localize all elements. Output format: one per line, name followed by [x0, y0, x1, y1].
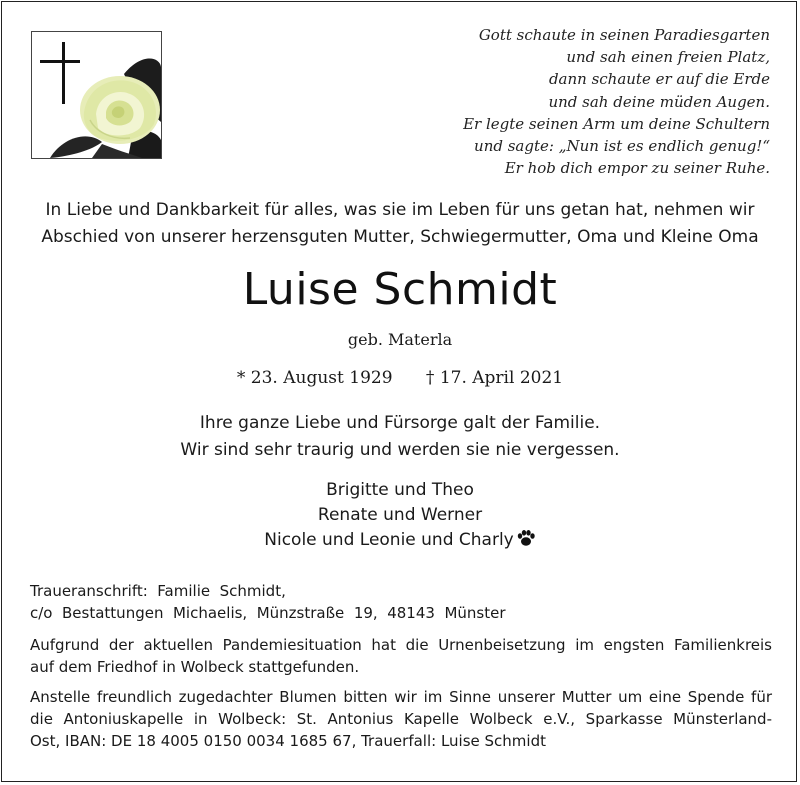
address-line: c/o Bestattungen Michaelis, Münzstraße 19, 48143 Münster [30, 604, 506, 622]
notice-line: auf dem Friedhof in Wolbeck stattgefunden. [30, 658, 360, 676]
notice-line: Anstelle freundlich zugedachter Blumen bitten wir im Sinne unserer Mutter um eine Spende für [30, 688, 772, 706]
poem-line: Er hob dich empor zu seiner Ruhe. [504, 159, 770, 178]
paw-print-icon [516, 529, 536, 547]
death-date: † 17. April 2021 [425, 368, 564, 388]
intro-line: In Liebe und Dankbarkeit für alles, was sie im Leben für uns getan hat, nehmen wir [45, 200, 755, 220]
message-line: Wir sind sehr traurig und werden sie nie vergessen. [180, 440, 620, 460]
donation-notice [30, 686, 772, 752]
mourner: Renate und Werner [317, 505, 483, 525]
mourner: Brigitte und Theo [326, 480, 474, 500]
intro-text [0, 197, 800, 251]
poem-line: dann schaute er auf die Erde [548, 70, 770, 89]
mourner-row [0, 528, 800, 553]
cross-and-rose-icon [31, 31, 162, 159]
notice-line: Ost, IBAN: DE 18 4005 0150 0034 1685 67, Trauerfall: Luise Schmidt [30, 732, 546, 750]
poem-line: und sah einen freien Platz, [566, 48, 770, 67]
intro-line: Abschied von unserer herzensguten Mutter, Schwiegermutter, Oma und Kleine Oma [41, 227, 759, 247]
life-dates [0, 366, 800, 390]
poem-line: Er legte seinen Arm um deine Schultern [463, 114, 770, 133]
notice-line: Aufgrund der aktuellen Pandemiesituation hat die Urnenbeisetzung im engsten Familienkreis [30, 636, 772, 654]
burial-notice [30, 634, 772, 678]
address-line: Traueranschrift: Familie Schmidt, [30, 582, 286, 600]
notice-line: die Antoniuskapelle in Wolbeck: St. Antonius Kapelle Wolbeck e.V., Sparkasse Münsterland- [30, 710, 772, 728]
deceased-name: Luise Schmidt [242, 264, 558, 315]
mourning-address [30, 580, 772, 624]
birth-date: * 23. August 1929 [236, 368, 393, 388]
poem-line: und sagte: „Nun ist es endlich genug!“ [474, 137, 770, 156]
family-message [0, 410, 800, 464]
message-line: Ihre ganze Liebe und Fürsorge galt der Familie. [199, 413, 601, 433]
poem [350, 24, 770, 179]
mourner: Nicole und Leonie und Charly [264, 530, 514, 550]
poem-line: und sah deine müden Augen. [548, 92, 770, 111]
poem-line: Gott schaute in seinen Paradiesgarten [478, 26, 770, 44]
maiden-name: geb. Materla [347, 330, 453, 349]
mourners-list [0, 478, 800, 553]
